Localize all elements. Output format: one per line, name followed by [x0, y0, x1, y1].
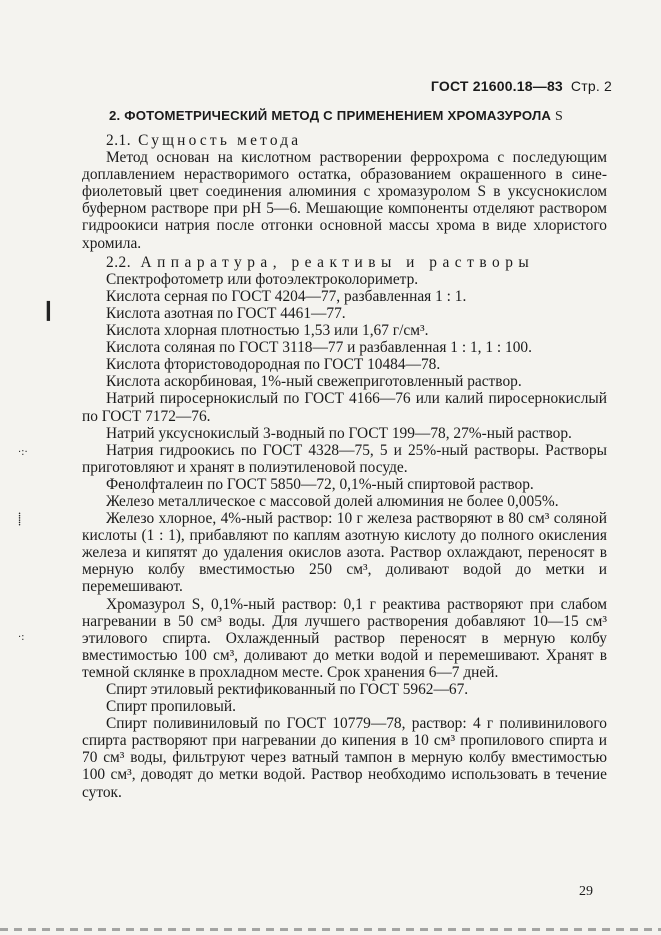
- paragraph: Кислота фтористоводородная по ГОСТ 10484—78.: [106, 356, 441, 374]
- subsection-number: 2.1.: [106, 132, 132, 149]
- binding-mark: ·:·: [18, 447, 28, 458]
- subsection-title: Сущность метода: [138, 132, 302, 149]
- subsection-number: 2.2.: [106, 253, 132, 271]
- body-text: [82, 130, 607, 801]
- paragraph: Спирт этиловый ректификованный по ГОСТ 5962—67.: [106, 681, 469, 698]
- paragraph: Хромазурол S, 0,1%-ный раствор: 0,1 г реактива растворяют при слабом нагревании в 50 см³ воды. Для лучшего растворения добавляют 10—15 см³ этилового спирта. Охлажденный раствор переносят в мерную колбу вместимостью 100 см³, доливают до метки водой и перемешивают. Хранят в темной склянке в прохладном месте. Срок хранения 6—7 дней.: [82, 595, 607, 681]
- section-title-text: 2. ФОТОМЕТРИЧЕСКИЙ МЕТОД С ПРИМЕНЕНИЕМ ХРОМАЗУРОЛА: [109, 108, 552, 123]
- paragraph: Железо хлорное, 4%-ный раствор: 10 г железа растворяют в 80 см³ соляной кислоты (1 : 1), прибавляют по каплям азотную кислоту до полного окисления железа и кипятят до удаления окислов азота. Раствор охлаждают, переносят в мерную колбу вместимостью 250 см³, доливают водой до метки и перемешивают.: [82, 510, 607, 596]
- paragraph: Кислота аскорбиновая, 1%-ный свежеприготовленный раствор.: [106, 373, 522, 391]
- paragraph: Метод основан на кислотном растворении феррохрома с последующим доплавлением нерастворимого остатка, образованием окрашенного в сине-фиолетовый цвет соединения алюминия с хромазуролом S в уксуснокислом буферном растворе при pH 5—6. Мешающие компоненты отделяют раствором гидроокиси натрия после отгонки основной массы хрома в виде хлористого хромила.: [82, 149, 607, 252]
- paragraph: Спирт пропиловый.: [106, 698, 236, 716]
- subsection-heading: [82, 132, 607, 149]
- section-title-symbol: S: [555, 109, 564, 124]
- binding-mark: ⸽: [18, 512, 22, 526]
- scan-edge: [0, 928, 661, 931]
- paragraph: Кислота азотная по ГОСТ 4461—77.: [106, 304, 346, 322]
- binding-mark: ·:: [18, 632, 25, 643]
- paragraph: Фенолфталеин по ГОСТ 5850—72, 0,1%-ный спиртовой раствор.: [106, 475, 534, 493]
- standard-designation: ГОСТ 21600.18—83: [430, 78, 563, 94]
- paragraph: Кислота хлорная плотностью 1,53 или 1,67 г/см³.: [106, 322, 429, 340]
- paragraph: Натрий пиросернокислый по ГОСТ 4166—76 или калий пиросернокислый по ГОСТ 7172—76.: [82, 390, 607, 425]
- paragraph: Спирт поливиниловый по ГОСТ 10779—78, раствор: 4 г поливинилового спирта растворяют при нагревании до кипения в 10 см³ пропилового спирта и 70 см³ воды, фильтруют через ватный тампон в мерную колбу вместимостью 100 см³, доводят до метки водой. Раствор необходимо использовать в течение суток.: [82, 715, 607, 801]
- paragraph: Кислота серная по ГОСТ 4204—77, разбавленная 1 : 1.: [106, 287, 467, 305]
- page-number: 29: [579, 884, 593, 899]
- paragraph: Натрий уксуснокислый 3-водный по ГОСТ 199—78, 27%-ный раствор.: [106, 424, 572, 442]
- paragraph: Железо металлическое с массовой долей алюминия не более 0,005%.: [106, 492, 559, 510]
- paragraph: Спектрофотометр или фотоэлектроколориметр.: [106, 270, 419, 288]
- paragraph: Натрия гидроокись по ГОСТ 4328—75, 5 и 25%-ный растворы. Растворы приготовляют и хранят в полиэтиленовой посуде.: [82, 441, 607, 476]
- subsection-title: Аппаратура, реактивы и растворы: [140, 253, 535, 271]
- paragraph: Кислота соляная по ГОСТ 3118—77 и разбавленная 1 : 1, 1 : 100.: [106, 339, 532, 357]
- section-title: [109, 108, 619, 125]
- subsection-heading: [82, 254, 607, 271]
- running-header: [431, 78, 612, 94]
- page-label: Стр. 2: [570, 78, 612, 94]
- binding-mark: ❙: [40, 297, 57, 321]
